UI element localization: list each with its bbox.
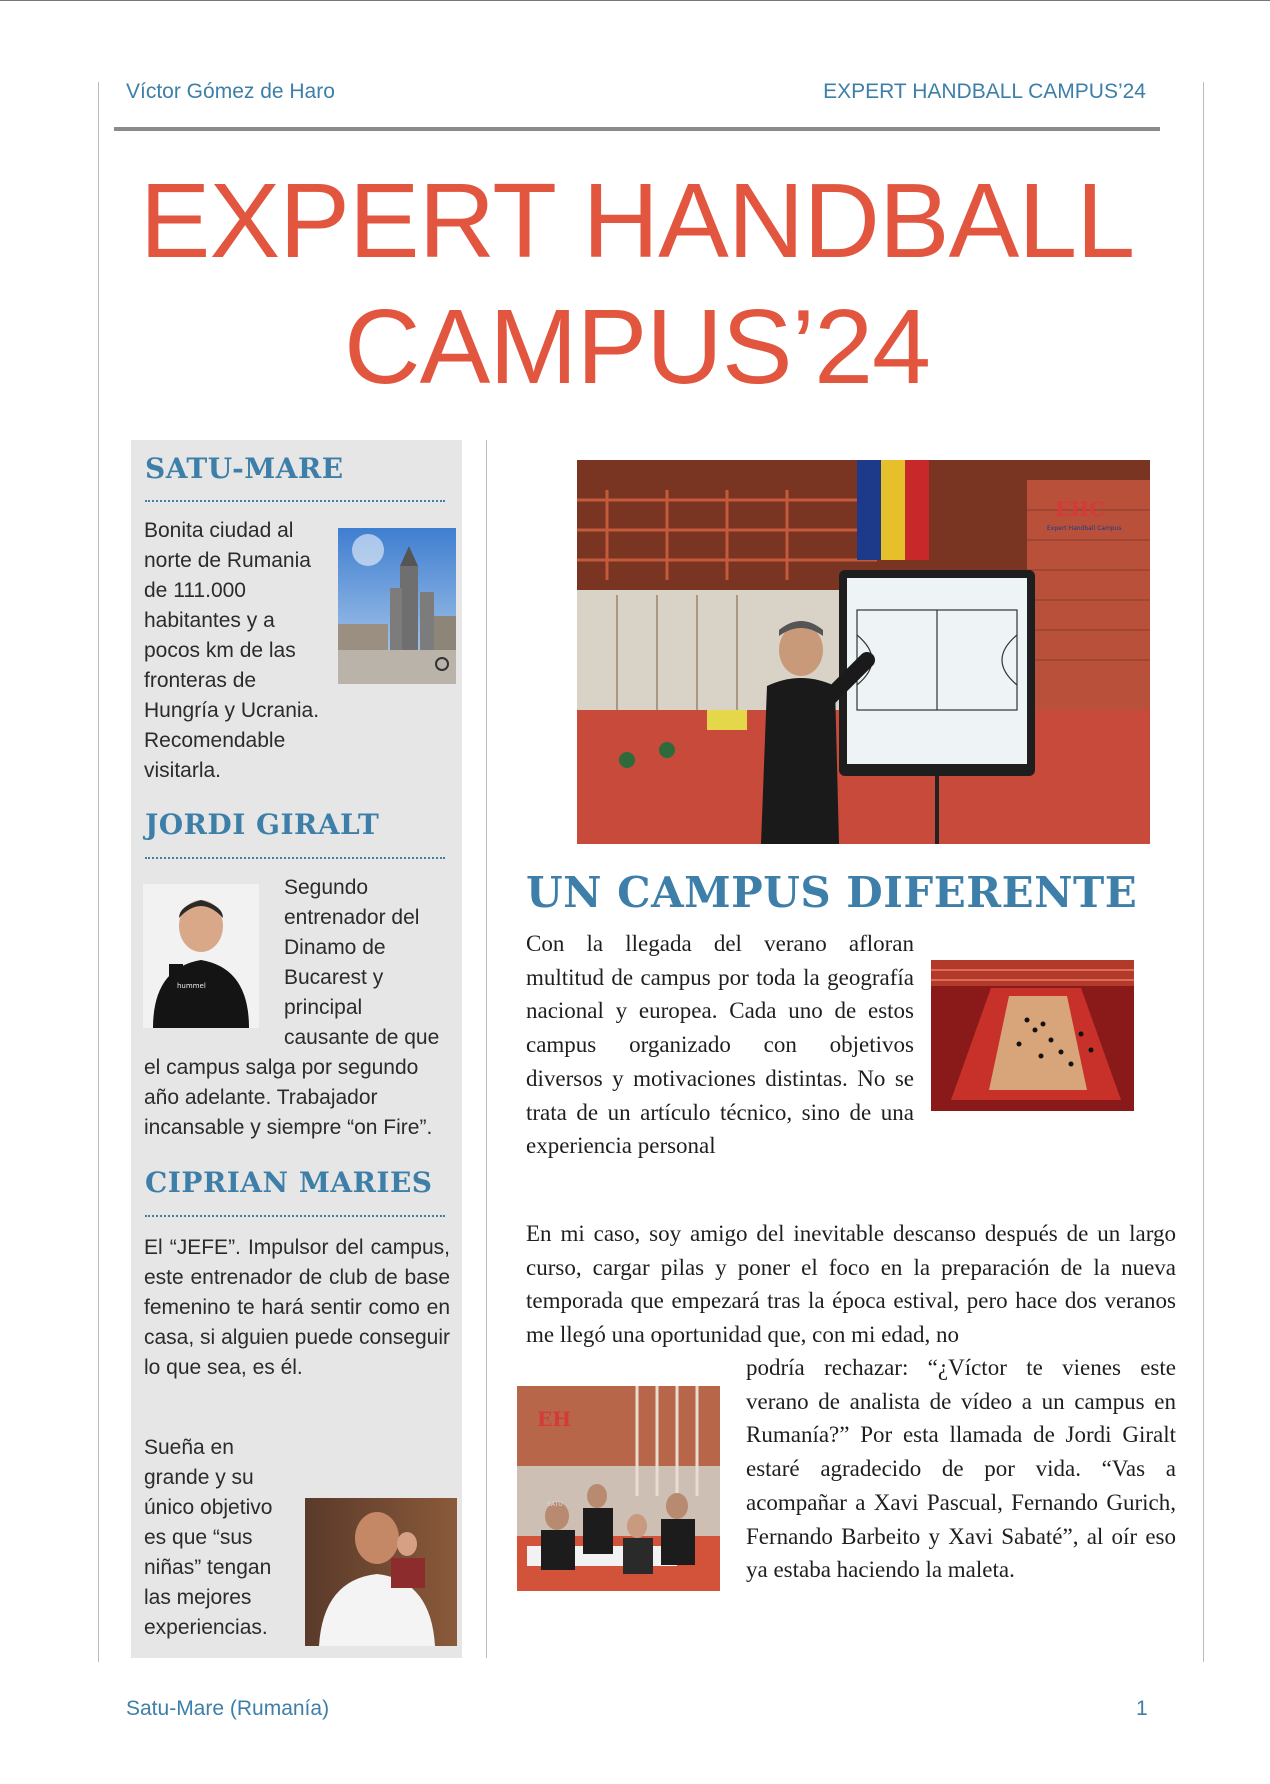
header-publication: EXPERT HANDBALL CAMPUS’24	[823, 80, 1146, 103]
sidebar-divider	[145, 500, 445, 502]
title-line-1: EXPERT HANDBALL	[139, 162, 1135, 280]
article-paragraph-1: Con la llegada del verano afloran multitud de campus por toda la geografía nacional y europea. Cada uno de estos campus organizado con objetivos diversos y motivaciones distintas. No se trata de un artículo técnico, sino de una experiencia personal	[526, 931, 914, 1159]
jordi-giralt-photo	[143, 884, 259, 1028]
svg-text:hummel: hummel	[177, 982, 206, 990]
sidebar-heading-ciprian-maries: CIPRIAN MARIES	[145, 1166, 433, 1199]
sidebar-text-ciprian-maries: El “JEFE”. Impulsor del campus, este entrenador de club de base femenino te hará sentir como en casa, si alguien puede conseguir lo que sea, es él.	[144, 1236, 450, 1379]
footer-page-number: 1	[1136, 1697, 1148, 1720]
sidebar-text-jordi-giralt-top: Segundo entrenador del Dinamo de Bucarest y principal causante de que	[284, 876, 440, 1049]
satu-mare-city-photo	[338, 528, 456, 684]
sidebar-text-jordi-giralt-bottom: el campus salga por segundo año adelante. Trabajador incansable y siempre “on Fire”.	[144, 1056, 433, 1139]
court-aerial-photo	[931, 960, 1134, 1111]
sidebar-divider	[145, 857, 445, 859]
column-divider	[486, 440, 487, 1658]
right-margin-rule	[1203, 82, 1204, 1662]
article-heading: UN CAMPUS DIFERENTE	[526, 868, 1138, 917]
sidebar-heading-jordi-giralt: JORDI GIRALT	[145, 808, 380, 841]
sidebar-text-ciprian-maries-2: Sueña en grande y su único objetivo es que “sus niñas” tengan las mejores experiencias.	[144, 1436, 273, 1639]
ciprian-maries-photo	[305, 1498, 457, 1646]
ehc-logo-text: Expert Handball Campus	[1047, 525, 1122, 532]
left-margin-rule	[98, 82, 99, 1662]
sidebar-divider	[145, 1215, 445, 1217]
page-title	[114, 158, 1160, 410]
sidebar-text-satu-mare: Bonita ciudad al norte de Rumania de 111.000 habitantes y a pocos km de las fronteras de Hungría y Ucrania. Recomendable visitarla.	[144, 519, 320, 782]
title-line-2: CAMPUS’24	[344, 288, 930, 406]
board-label: SATU	[547, 1501, 563, 1508]
header-author: Víctor Gómez de Haro	[126, 80, 335, 103]
svg-text:EH: EH	[537, 1407, 572, 1431]
header-rule	[114, 127, 1160, 131]
footer-location: Satu-Mare (Rumanía)	[126, 1697, 330, 1720]
article-paragraph-3: podría rechazar: “¿Víctor te vienes este verano de analista de vídeo a un campus en Rumanía?” Por esta llamada de Jordi Giralt estaré agradecido de por vida. “Vas a acompañar a Xavi Pascual, Fernando Gurich, Fernando Barbeito y Xavi Sabaté”, al oír eso ya estaba haciendo la maleta.	[746, 1355, 1176, 1583]
ehc-logo-letters: EHC	[1055, 497, 1106, 521]
main-photo-whiteboard	[577, 460, 1150, 844]
video-analysis-photo	[517, 1386, 720, 1591]
top-border	[0, 0, 1270, 1]
sidebar-heading-satu-mare: SATU-MARE	[145, 452, 344, 485]
article-paragraph-2: En mi caso, soy amigo del inevitable descanso después de un largo curso, cargar pilas y poner el foco en la preparación de la nueva temporada que empezará tras la época estival, pero hace dos veranos me llegó una oportunidad que, con mi edad, no	[526, 1221, 1176, 1348]
